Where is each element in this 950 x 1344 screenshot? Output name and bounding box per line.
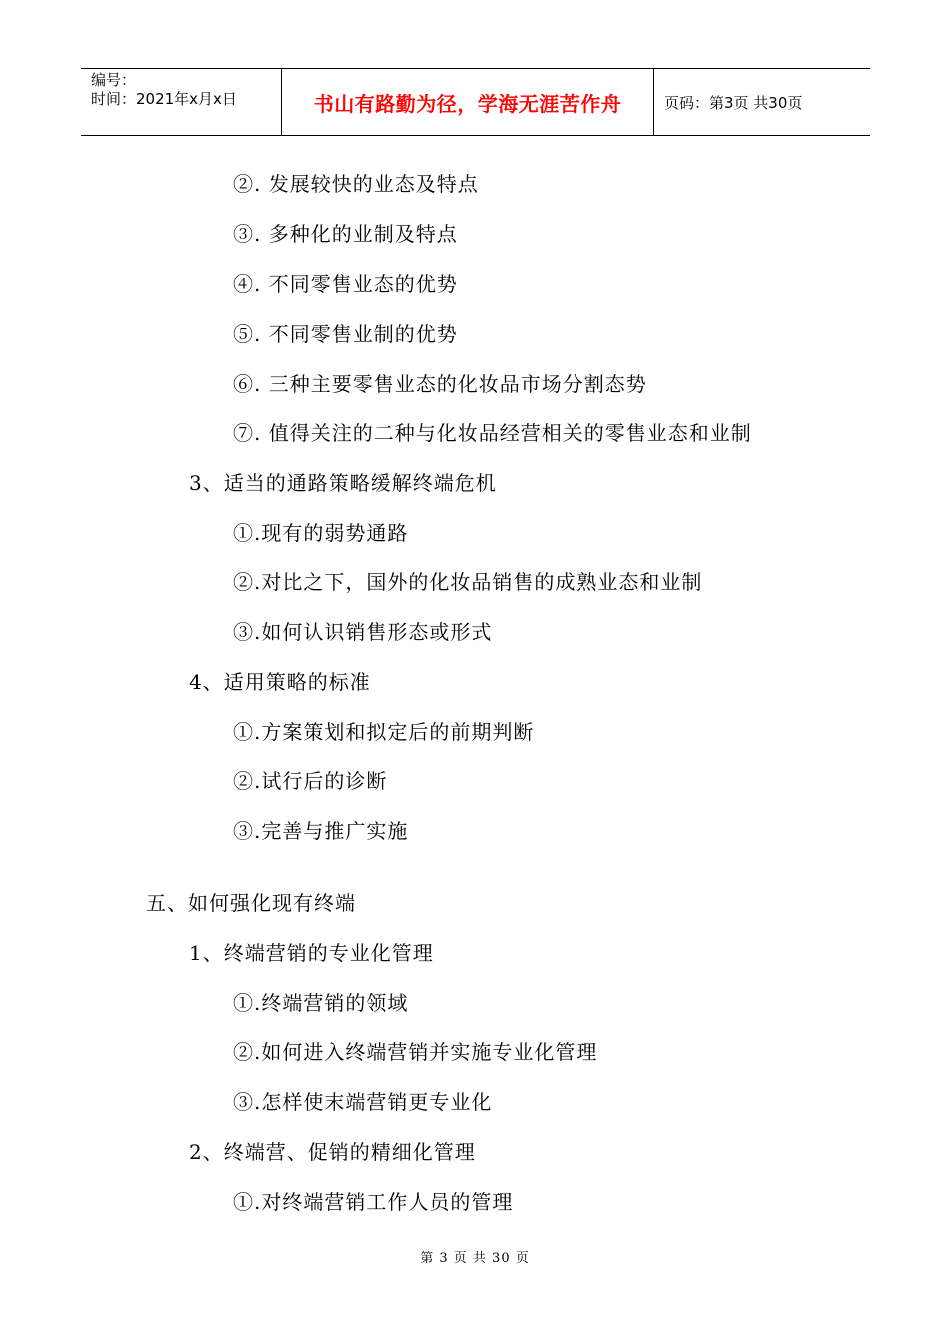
header-page-label: 页码：第3页 共30页 [664,93,803,112]
outline-item: ⑥. 三种主要零售业态的化妆品市场分割态势 [233,372,647,396]
outline-section: 五、如何强化现有终端 [146,891,356,915]
document-number-label: 编号： [91,71,137,89]
outline-item: ③. 多种化的业制及特点 [233,222,458,246]
outline-subsection: 3、适当的通路策略缓解终端危机 [189,471,497,495]
outline-item: ①.现有的弱势通路 [233,521,409,545]
outline-item: ⑤. 不同零售业制的优势 [233,322,458,346]
outline-subsection: 1、终端营销的专业化管理 [189,941,434,965]
outline-item: ②.如何进入终端营销并实施专业化管理 [233,1040,598,1064]
outline-item: ⑦. 值得关注的二种与化妆品经营相关的零售业态和业制 [233,421,752,445]
outline-item: ②. 发展较快的业态及特点 [233,172,479,196]
document-time-label: 时间：2021年x月x日 [91,90,237,108]
header-motto: 书山有路勤为径，学海无涯苦作舟 [313,91,622,116]
outline-item: ②.试行后的诊断 [233,769,388,793]
outline-item: ②.对比之下，国外的化妆品销售的成熟业态和业制 [233,570,703,594]
outline-item: ①.对终端营销工作人员的管理 [233,1190,514,1214]
header-meta-cell [81,69,282,135]
document-header [81,68,870,136]
outline-item: ③.怎样使末端营销更专业化 [233,1090,493,1114]
outline-item: ④. 不同零售业态的优势 [233,272,458,296]
outline-item: ③.如何认识销售形态或形式 [233,620,493,644]
page-footer: 第 3 页 共 30 页 [420,1251,530,1266]
outline-item: ①.终端营销的领域 [233,991,409,1015]
outline-item: ①.方案策划和拟定后的前期判断 [233,720,535,744]
header-page-cell [654,69,870,135]
outline-subsection: 4、适用策略的标准 [189,670,371,694]
outline-item: ③.完善与推广实施 [233,819,409,843]
outline-subsection: 2、终端营、促销的精细化管理 [189,1140,476,1164]
header-motto-cell [282,69,654,135]
